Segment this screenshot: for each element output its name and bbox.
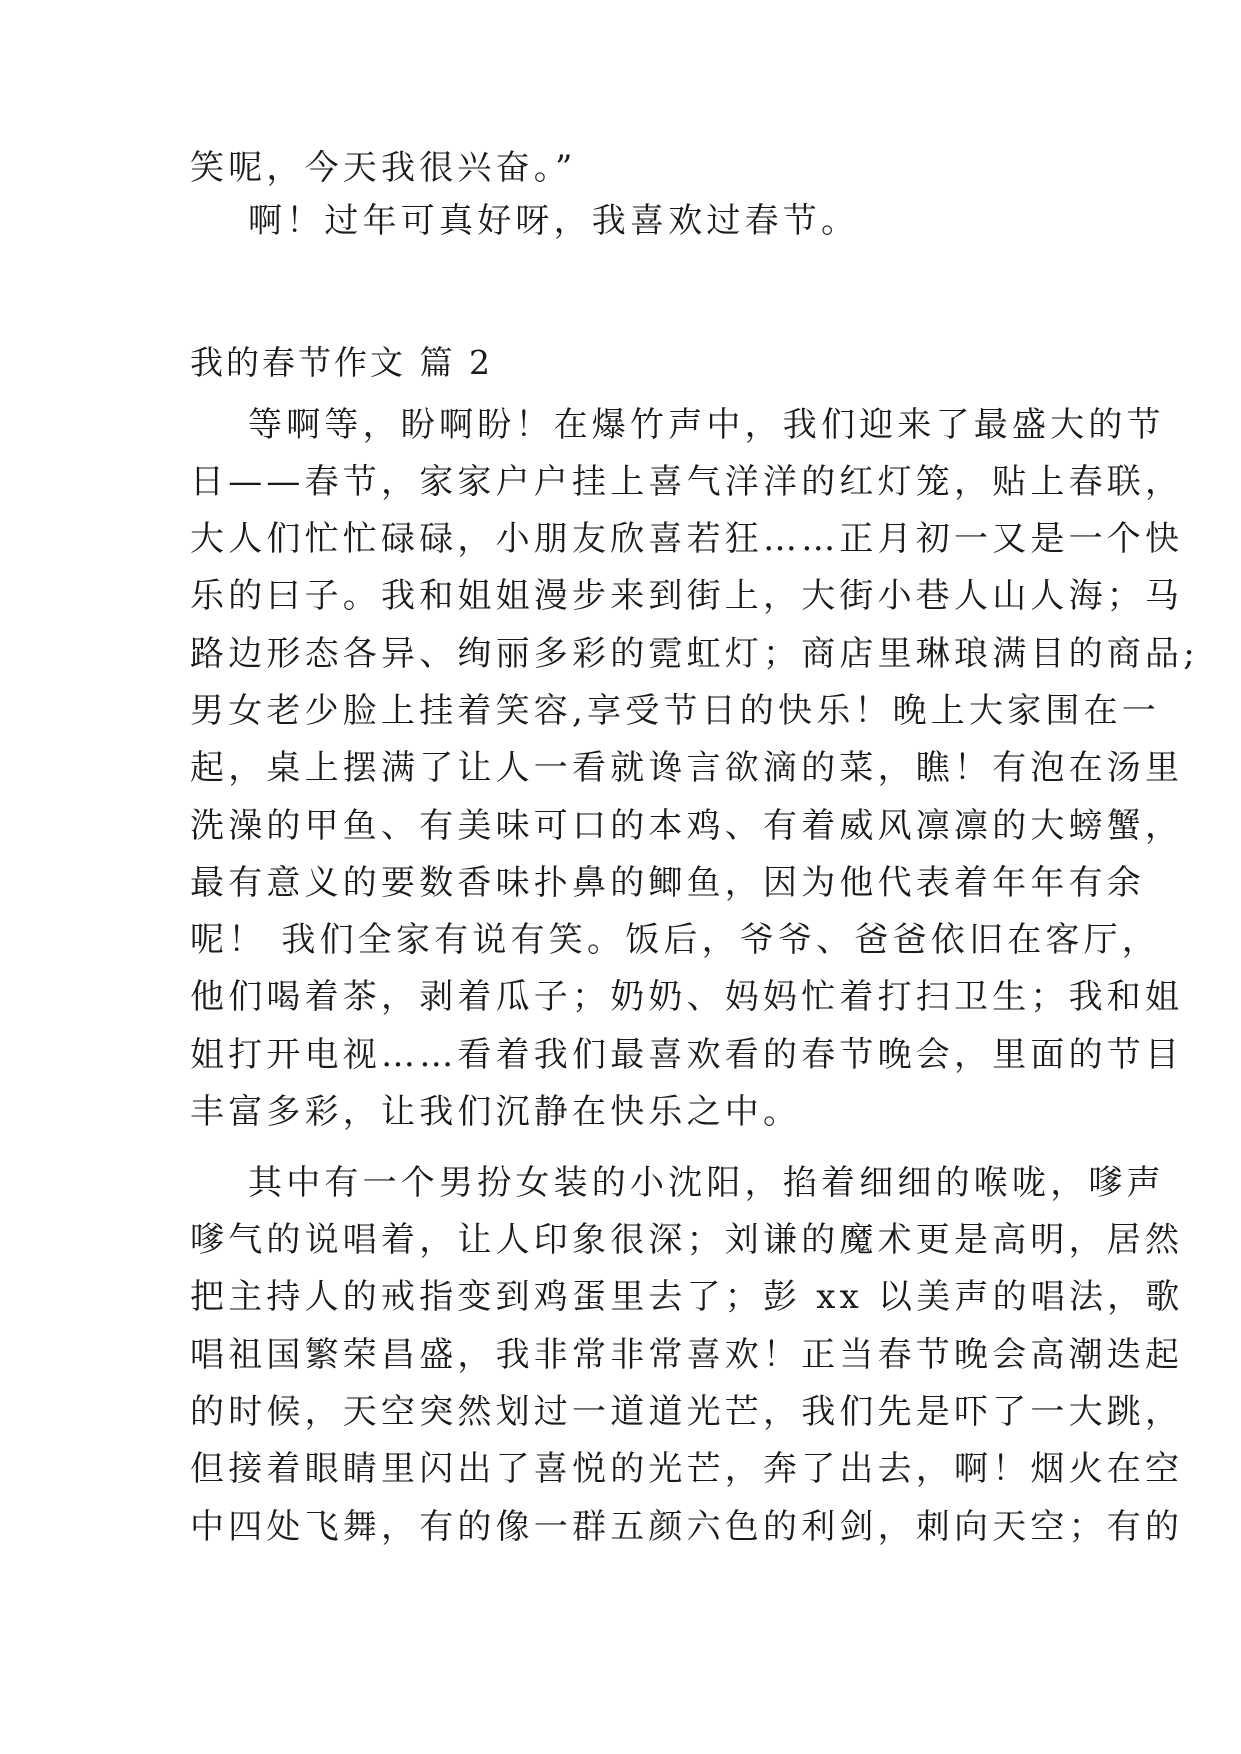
text-line: 起，桌上摆满了让人一看就谗言欲滴的菜，瞧！有泡在汤里 <box>190 748 1184 788</box>
section-heading: 我的春节作文 篇 2 <box>190 343 493 382</box>
text-line: 其中有一个男扮女装的小沈阳，掐着细细的喉咙，嗲声 <box>248 1163 1165 1203</box>
text-line: 啊！过年可真好呀，我喜欢过春节。 <box>248 201 860 241</box>
text-line: 姐打开电视……看着我们最喜欢看的春节晚会，里面的节目 <box>190 1035 1184 1075</box>
text-line: 唱祖国繁荣昌盛，我非常非常喜欢！正当春节晚会高潮迭起 <box>190 1335 1184 1375</box>
text-line: 中四处飞舞，有的像一群五颜六色的利剑，刺向天空；有的 <box>190 1507 1184 1547</box>
text-line: 把主持人的戒指变到鸡蛋里去了；彭 xx 以美声的唱法，歌 <box>190 1277 1184 1317</box>
text-line: 乐的曰子。我和姐姐漫步来到街上，大街小巷人山人海；马 <box>190 576 1184 616</box>
text-line: 男女老少脸上挂着笑容,享受节日的快乐！晚上大家围在一 <box>190 691 1161 731</box>
text-line: 最有意义的要数香味扑鼻的鲫鱼，因为他代表着年年有余 <box>190 863 1145 903</box>
text-line: 路边形态各异、绚丽多彩的霓虹灯；商店里琳琅满目的商品; <box>190 634 1199 674</box>
text-line: 等啊等，盼啊盼！在爆竹声中，我们迎来了最盛大的节 <box>248 405 1165 445</box>
text-line: 笑呢，今天我很兴奋。” <box>190 148 577 188</box>
text-line: 但接着眼睛里闪出了喜悦的光芒，奔了出去，啊！烟火在空 <box>190 1449 1184 1489</box>
text-line: 呢！ 我们全家有说有笑。饭后，爷爷、爸爸依旧在客厅， <box>190 920 1161 960</box>
text-line: 洗澡的甲鱼、有美味可口的本鸡、有着威风凛凛的大螃蟹， <box>190 806 1184 846</box>
text-line: 大人们忙忙碌碌，小朋友欣喜若狂……正月初一又是一个快 <box>190 519 1184 559</box>
text-line: 的时候，天空突然划过一道道光芒，我们先是吓了一大跳， <box>190 1392 1184 1432</box>
text-line: 丰富多彩，让我们沉静在快乐之中。 <box>190 1092 802 1132</box>
text-line: 日——春节，家家户户挂上喜气洋洋的红灯笼，贴上春联， <box>190 462 1184 502</box>
text-line: 他们喝着茶，剥着瓜子；奶奶、妈妈忙着打扫卫生；我和姐 <box>190 977 1184 1017</box>
text-line: 嗲气的说唱着，让人印象很深；刘谦的魔术更是高明，居然 <box>190 1220 1184 1260</box>
